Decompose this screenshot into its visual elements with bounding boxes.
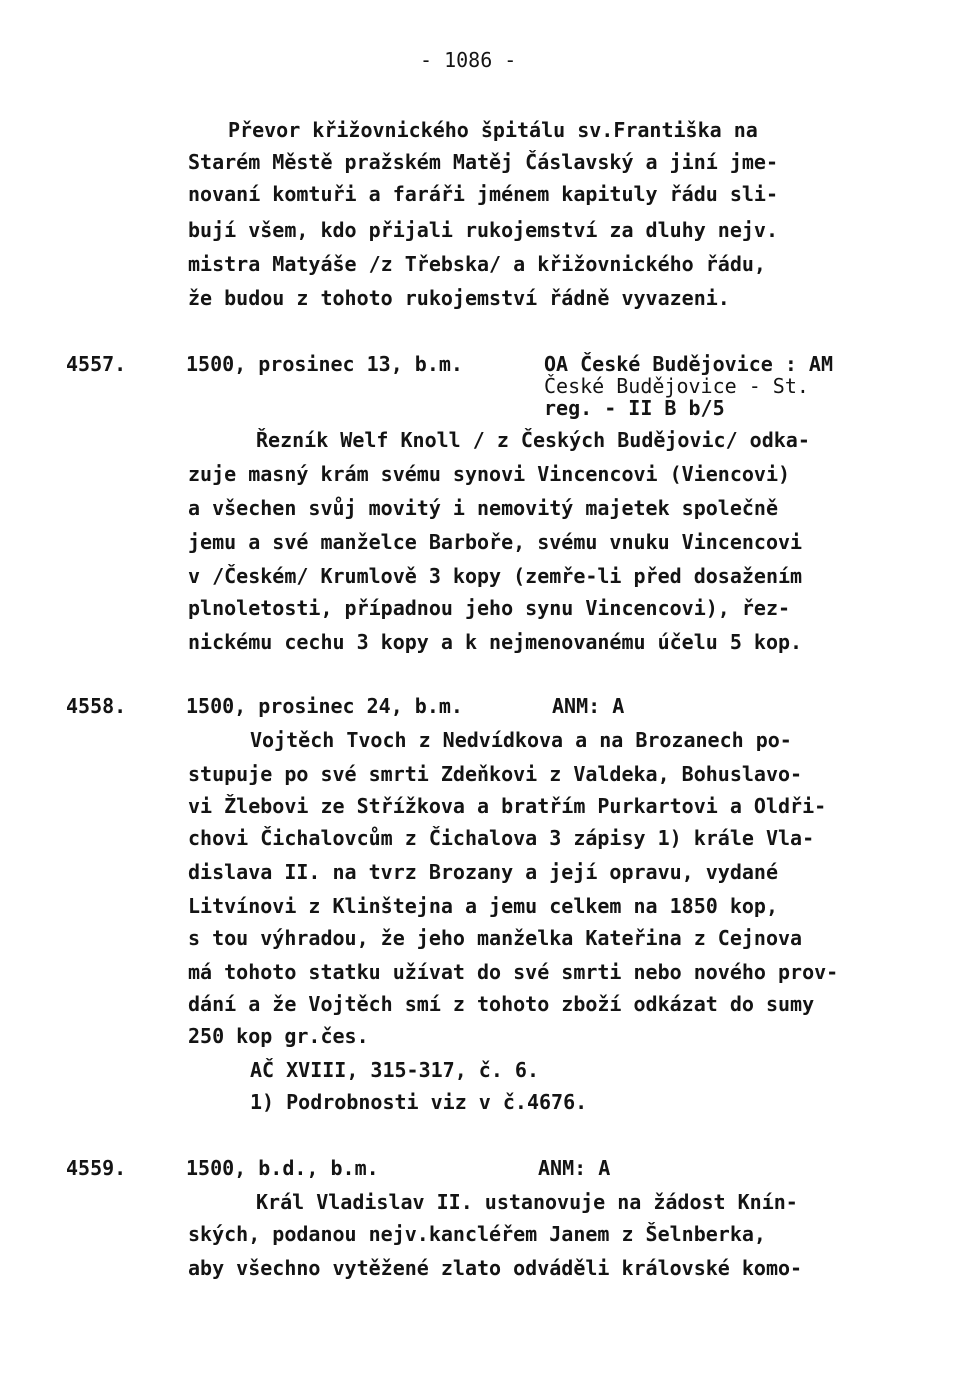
- entry-date: 1500, prosinec 24, b.m.: [186, 694, 463, 718]
- intro-line: Převor křižovnického špitálu sv.Františka na: [228, 118, 758, 142]
- archive-reference: ANM: A: [552, 694, 625, 718]
- archive-reference: reg. - II B b/5: [544, 396, 725, 420]
- entry-body-line: dání a že Vojtěch smí z tohoto zboží odkázat do sumy: [188, 992, 815, 1016]
- entry-body-line: ských, podanou nejv.kancléřem Janem z Šelnberka,: [188, 1222, 766, 1246]
- footnote: 1) Podrobnosti viz v č.4676.: [250, 1090, 588, 1114]
- intro-line: novaní komtuři a faráři jménem kapituly řádu sli-: [188, 182, 779, 206]
- entry-body-line: jemu a své manželce Barboře, svému vnuku Vincencovi: [188, 530, 803, 554]
- entry-body-line: stupuje po své smrti Zdeňkovi z Valdeka, Bohuslavo-: [188, 762, 803, 786]
- entry-body-line: Král Vladislav II. ustanovuje na žádost Knín-: [256, 1190, 798, 1214]
- intro-line: mistra Matyáše /z Třebska/ a křižovnického řádu,: [188, 252, 766, 276]
- entry-number: 4559.: [66, 1156, 127, 1180]
- archive-reference: ANM: A: [538, 1156, 611, 1180]
- intro-line: bují všem, kdo přijali rukojemství za dluhy nejv.: [188, 218, 779, 242]
- entry-body-line: dislava II. na tvrz Brozany a její opravu, vydané: [188, 860, 779, 884]
- entry-body-line: a všechen svůj movitý i nemovitý majetek společně: [188, 496, 779, 520]
- entry-body-line: plnoletosti, případnou jeho synu Vincencovi), řez-: [188, 596, 791, 620]
- entry-body-line: Řezník Welf Knoll / z Českých Budějovic/ odka-: [256, 428, 810, 452]
- entry-body-line: 250 kop gr.čes.: [188, 1024, 369, 1048]
- entry-body-line: Vojtěch Tvoch z Nedvídkova a na Brozanech po-: [250, 728, 792, 752]
- entry-body-line: v /Českém/ Krumlově 3 kopy (zemře-li před dosažením: [188, 564, 803, 588]
- entry-date: 1500, prosinec 13, b.m.: [186, 352, 463, 376]
- entry-date: 1500, b.d., b.m.: [186, 1156, 379, 1180]
- entry-body-line: Litvínovi z Klinštejna a jemu celkem na 1850 kop,: [188, 894, 779, 918]
- entry-number: 4557.: [66, 352, 127, 376]
- entry-body-line: nickému cechu 3 kopy a k nejmenovanému účelu 5 kop.: [188, 630, 803, 654]
- source-citation: AČ XVIII, 315-317, č. 6.: [250, 1058, 539, 1082]
- entry-body-line: má tohoto statku užívat do své smrti nebo nového prov-: [188, 960, 839, 984]
- page-number: - 1086 -: [420, 48, 517, 72]
- entry-body-line: s tou výhradou, že jeho manželka Kateřina z Cejnova: [188, 926, 803, 950]
- entry-number: 4558.: [66, 694, 127, 718]
- entry-body-line: vi Žlebovi ze Střížkova a bratřím Purkartovi a Oldři-: [188, 794, 827, 818]
- intro-line: že budou z tohoto rukojemství řádně vyvazeni.: [188, 286, 730, 310]
- entry-body-line: zuje masný krám svému synovi Vincencovi (Viencovi): [188, 462, 791, 486]
- archive-reference: OA České Budějovice : AM: [544, 352, 833, 376]
- entry-body-line: aby všechno vytěžené zlato odváděli královské komo-: [188, 1256, 803, 1280]
- archive-reference: České Budějovice - St.: [544, 374, 809, 398]
- entry-body-line: chovi Čichalovcům z Čichalova 3 zápisy 1) krále Vla-: [188, 826, 815, 850]
- intro-line: Starém Městě pražském Matěj Čáslavský a jiní jme-: [188, 150, 779, 174]
